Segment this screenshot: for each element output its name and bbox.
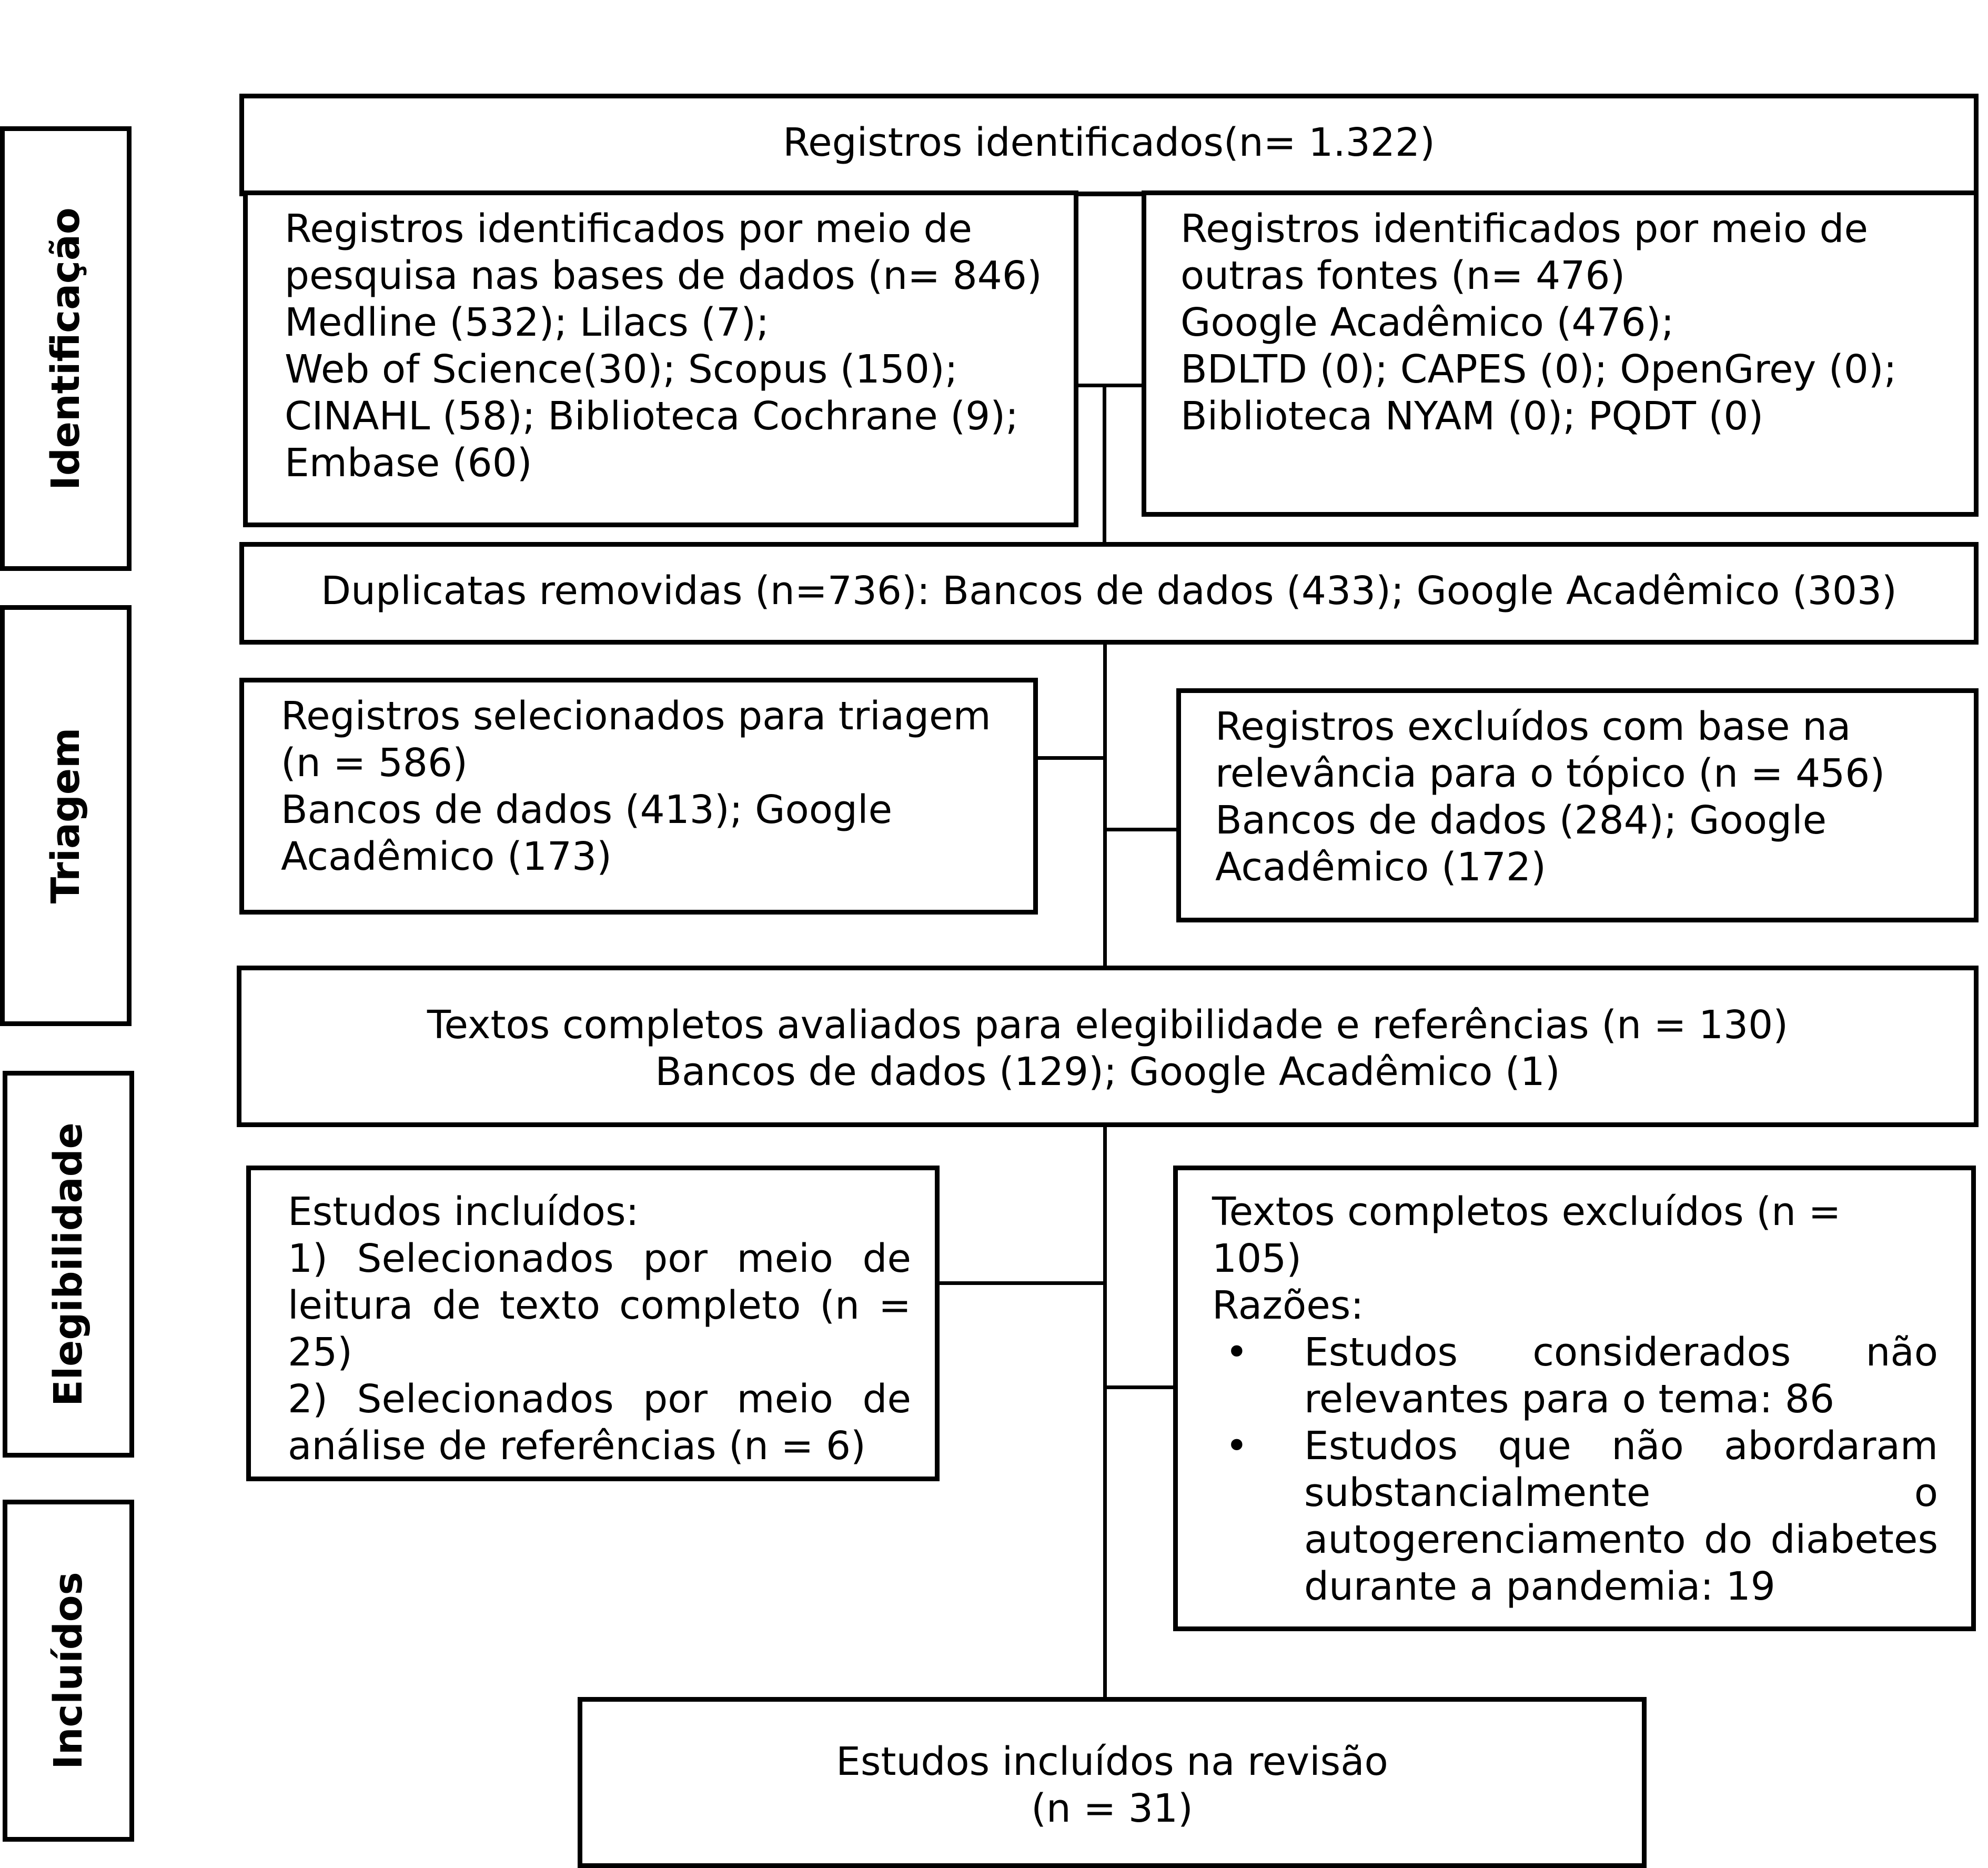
reason-1-line-2: relevantes para o tema: 86 xyxy=(1304,1377,1835,1422)
phase-included-label: Incluídos xyxy=(46,1572,91,1770)
reason-2-line-4: durante a pandemia: 19 xyxy=(1304,1564,1775,1609)
connector-main-mid xyxy=(1103,639,1107,972)
included-studies-box xyxy=(246,1166,940,1481)
screened-box xyxy=(239,678,1038,915)
bullet-dot-1: • xyxy=(1225,1330,1248,1375)
final-line-1: Estudos incluídos na revisão xyxy=(836,1739,1388,1784)
duplicates-box xyxy=(239,542,1979,645)
other-sources-box xyxy=(1142,190,1979,517)
screened-line-2: (n = 586) xyxy=(281,740,468,786)
screened-line-1: Registros selecionados para triagem xyxy=(281,694,991,739)
databases-box xyxy=(243,190,1078,527)
databases-line-2: pesquisa nas bases de dados (n= 846) xyxy=(285,253,1042,298)
included-studies-line-3: leitura de texto completo (n = xyxy=(288,1283,911,1328)
phase-identification xyxy=(0,126,132,571)
excluded-fulltext-line-1: Textos completos excluídos (n = xyxy=(1212,1189,1841,1234)
included-studies-line-4: 25) xyxy=(288,1330,353,1375)
excluded-relevance-line-2: relevância para o tópico (n = 456) xyxy=(1215,751,1885,796)
duplicates-text: Duplicatas removidas (n=736): Bancos de dados (433); Google Acadêmico (303) xyxy=(321,568,1897,614)
excluded-fulltext-line-3: Razões: xyxy=(1212,1283,1364,1328)
excluded-relevance-box xyxy=(1176,688,1979,922)
connector-main-top xyxy=(1103,385,1106,546)
screened-line-4: Acadêmico (173) xyxy=(281,834,612,879)
included-studies-line-1: Estudos incluídos: xyxy=(288,1189,639,1234)
records-identified-text: Registros identificados(n= 1.322) xyxy=(783,120,1435,165)
databases-line-3: Medline (532); Lilacs (7); xyxy=(285,300,770,345)
fulltext-line-1: Textos completos avaliados para elegibilidade e referências (n = 130) xyxy=(427,1002,1789,1048)
other-sources-line-2: outras fontes (n= 476) xyxy=(1180,253,1626,298)
other-sources-line-5: Biblioteca NYAM (0); PQDT (0) xyxy=(1180,394,1764,439)
connector-excluded-fulltext xyxy=(1105,1385,1178,1389)
connector-screened xyxy=(1035,756,1104,760)
reason-2-line-3: autogerenciamento do diabetes xyxy=(1304,1517,1938,1562)
connector-included-studies xyxy=(938,1281,1105,1285)
reason-1-line-1: Estudos considerados não xyxy=(1304,1330,1938,1375)
phase-screening xyxy=(0,605,132,1026)
databases-line-6: Embase (60) xyxy=(285,440,532,486)
connector-main-bottom xyxy=(1103,1123,1107,1702)
final-line-2: (n = 31) xyxy=(1031,1786,1193,1831)
connector-db-horizontal xyxy=(1076,384,1146,387)
databases-line-5: CINAHL (58); Biblioteca Cochrane (9); xyxy=(285,394,1019,439)
connector-excluded-relevance xyxy=(1105,828,1179,831)
included-studies-line-5: 2) Selecionados por meio de xyxy=(288,1377,911,1422)
reason-2-line-1: Estudos que não abordaram xyxy=(1304,1423,1938,1469)
excluded-fulltext-box xyxy=(1173,1166,1976,1631)
reason-2-line-2: substancialmente o xyxy=(1304,1470,1938,1515)
phase-eligibility-label: Elegibilidade xyxy=(46,1122,91,1407)
included-studies-line-2: 1) Selecionados por meio de xyxy=(288,1236,911,1281)
fulltext-box xyxy=(237,966,1979,1127)
records-identified-box xyxy=(239,94,1979,196)
excluded-relevance-line-1: Registros excluídos com base na xyxy=(1215,704,1851,749)
other-sources-line-3: Google Acadêmico (476); xyxy=(1180,300,1674,345)
fulltext-line-2: Bancos de dados (129); Google Acadêmico (1) xyxy=(655,1049,1560,1094)
excluded-relevance-line-4: Acadêmico (172) xyxy=(1215,845,1546,890)
excluded-fulltext-line-2: 105) xyxy=(1212,1236,1302,1281)
databases-line-1: Registros identificados por meio de xyxy=(285,206,973,252)
bullet-dot-2: • xyxy=(1225,1423,1248,1469)
included-studies-line-6: análise de referências (n = 6) xyxy=(288,1423,866,1469)
databases-line-4: Web of Science(30); Scopus (150); xyxy=(285,347,958,392)
other-sources-line-1: Registros identificados por meio de xyxy=(1180,206,1869,252)
final-included-box xyxy=(578,1697,1647,1868)
excluded-relevance-line-3: Bancos de dados (284); Google xyxy=(1215,798,1827,843)
phase-identification-label: Identificação xyxy=(43,207,88,490)
phase-eligibility xyxy=(3,1071,134,1458)
screened-line-3: Bancos de dados (413); Google xyxy=(281,787,893,832)
phase-screening-label: Triagem xyxy=(43,727,88,904)
phase-included xyxy=(3,1500,134,1842)
other-sources-line-4: BDLTD (0); CAPES (0); OpenGrey (0); xyxy=(1180,347,1897,392)
